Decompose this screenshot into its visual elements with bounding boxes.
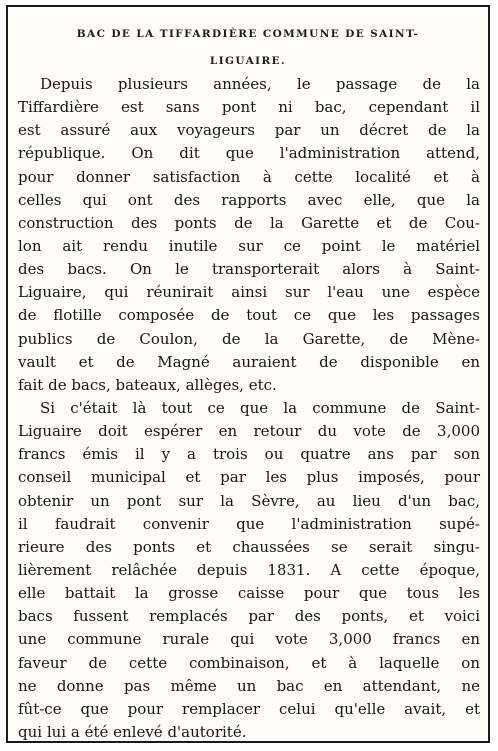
text-line: Liguaire, qui réunirait ainsi sur l'eau une espèce: [18, 283, 480, 302]
text-line: francs émis il y a trois ou quatre ans par son: [18, 445, 480, 464]
text-line: obtenir un pont sur la Sèvre, au lieu d'un bac,: [18, 491, 480, 510]
article-title-line-2: LIGUAIRE.: [209, 55, 287, 67]
text-line: fût-ce que pour remplacer celui qu'elle avait, et: [18, 699, 480, 718]
text-line: conseil municipal et par les plus imposés, pour: [18, 468, 480, 487]
text-line: celles qui ont des rapports avec elle, que la: [18, 190, 480, 209]
text-line: lon ait rendu inutile sur ce point le matériel: [18, 236, 480, 255]
text-line: pour donner satisfaction à cette localité et à: [18, 167, 480, 186]
text-line: république. On dit que l'administration attend,: [18, 144, 480, 163]
text-line: vault et de Magné auraient de disponible en: [18, 352, 480, 371]
text-line: de flotille composée de tout ce que les passages: [18, 306, 480, 325]
text-line: construction des ponts de la Garette et de Cou-: [18, 213, 480, 232]
text-line: Liguaire doit espérer en retour du vote de 3,000: [18, 422, 480, 441]
text-line: Depuis plusieurs années, le passage de la: [40, 75, 480, 93]
article-body: [18, 73, 480, 743]
newspaper-clipping: [6, 5, 490, 743]
article-title-line-1: BAC DE LA TIFFARDIÈRE COMMUNE DE SAINT-: [76, 28, 420, 40]
text-line: qui lui a été enlevé d'autorité.: [18, 722, 247, 741]
paragraph-1: [18, 73, 480, 397]
text-line: il faudrait convenir que l'administration supé-: [18, 514, 480, 533]
article-title: [8, 19, 488, 76]
text-line: elle battait la grosse caisse pour que tous les: [18, 584, 480, 603]
text-line: Tiffardière est sans pont ni bac, cependant il: [18, 98, 480, 117]
text-line: est assuré aux voyageurs par un décret de la: [18, 121, 480, 140]
text-line: publics de Coulon, de la Garette, de Mène-: [18, 329, 480, 348]
text-line: faveur de cette combinaison, et à laquelle on: [18, 653, 480, 672]
paragraph-2: [18, 397, 480, 743]
text-line: des bacs. On le transporterait alors à Saint-: [18, 260, 480, 279]
text-line: bacs fussent remplacés par des ponts, et voici: [18, 607, 480, 626]
text-line: une commune rurale qui vote 3,000 francs en: [18, 630, 480, 649]
text-line: lièrement relâchée depuis 1831. A cette époque,: [18, 560, 480, 579]
text-line: rieure des ponts et chaussées se serait singu-: [18, 537, 480, 556]
text-line: fait de bacs, bateaux, allèges, etc.: [18, 375, 277, 394]
text-line: ne donne pas même un bac en attendant, ne: [18, 676, 480, 695]
text-line: Si c'était là tout ce que la commune de Saint-: [40, 398, 480, 417]
